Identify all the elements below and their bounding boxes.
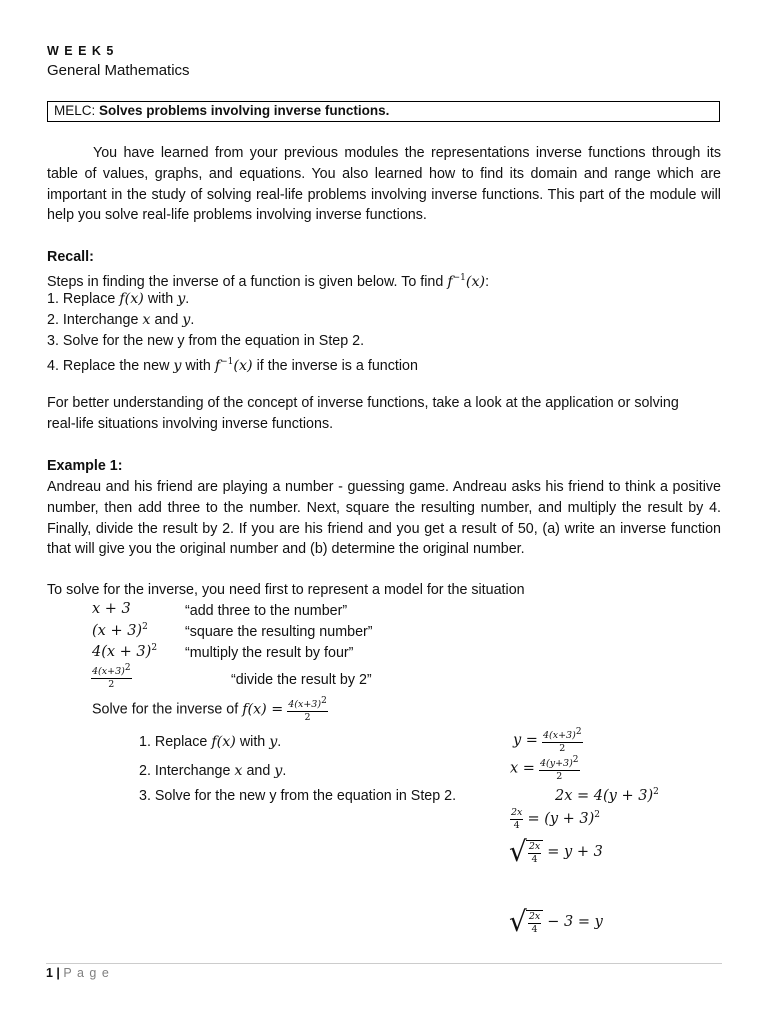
melc-text: Solves problems involving inverse functions. (95, 103, 390, 118)
recall-step-4: 4. Replace the new y with $f^{-1}(x)$ if the inverse is a function (47, 357, 418, 374)
understanding-paragraph: For better understanding of the concept of inverse functions, take a look at the application or solving real-life situations involving inverse functions. (47, 395, 679, 432)
subject-title: General Mathematics (47, 62, 190, 79)
recall-step-1: 1. Replace f(x) with y. (47, 291, 190, 307)
model-expr-3: $4(x + 3)^2$ (92, 643, 158, 660)
model-expr-1: x + 3 (92, 601, 131, 617)
melc-box (47, 101, 720, 122)
equation-6: √ $\frac{2x}{4}$ − 3 = y (509, 905, 603, 938)
footer-divider (46, 963, 722, 964)
model-desc-4: “divide the result by 2” (231, 672, 372, 688)
model-desc-2: “square the resulting number” (185, 624, 373, 640)
page-label: P a g e (63, 966, 110, 980)
model-desc-3: “multiply the result by four” (185, 645, 354, 661)
example-text: Andreau and his friend are playing a number - guessing game. Andreau asks his friend to think a positive number, then add three to the number. Next, square the resulting number, and multiply the result by 4. Finally, divide the result by 2. If you are his friend and you get a result of 50, (a) write an inverse function that will give you the original number and (b) determine the original number. (47, 479, 721, 558)
page-number: 1 (46, 966, 53, 980)
intro-paragraph: You have learned from your previous modules the representations inverse functions through its table of values, graphs, and equations. You also learned how to find its domain and range which are important in the study of solving real-life problems involving inverse functions. This part of the module will help you solve real-life problems involving inverse functions. (47, 145, 721, 224)
recall-step-2: 2. Interchange x and y. (47, 312, 195, 328)
equation-5: √ $\frac{2x}{4}$ = y + 3 (509, 835, 603, 868)
solve-inverse: Solve for the inverse of f(x) = $\frac{4(x+3)^2}{2}$ (92, 696, 327, 723)
equation-3: $2x = 4(y + 3)^2$ (555, 787, 659, 804)
recall-heading: Recall: (47, 249, 94, 265)
equation-1: y = $\frac{4(x+3)^2}{2}$ (513, 727, 582, 754)
week-label: W E E K 5 (47, 44, 115, 58)
page-footer: 1 | P a g e (46, 966, 110, 980)
solve-intro: To solve for the inverse, you need first to represent a model for the situation (47, 582, 525, 598)
example-heading: Example 1: (47, 458, 123, 474)
recall-lead: Steps in finding the inverse of a function is given below. To find $f^{-1}(x)$: (47, 273, 490, 290)
model-expr-2: $(x + 3)^2$ (92, 622, 148, 639)
step-2: 2. Interchange x and y. (139, 763, 287, 779)
model-expr-4: $\frac{4(x+3)^2}{2}$ (92, 663, 131, 690)
melc-label: MELC: (54, 103, 96, 118)
equation-2: x = $\frac{4(y+3)^2}{2}$ (510, 755, 579, 782)
step-3: 3. Solve for the new y from the equation in Step 2. (139, 788, 457, 804)
recall-step-3: 3. Solve for the new y from the equation in Step 2. (47, 333, 365, 349)
equation-4: $\frac{2x}{4}$ = $(y + 3)^2$ (511, 807, 601, 831)
model-desc-1: “add three to the number” (185, 603, 348, 619)
step-1: 1. Replace f(x) with y. (139, 734, 282, 750)
